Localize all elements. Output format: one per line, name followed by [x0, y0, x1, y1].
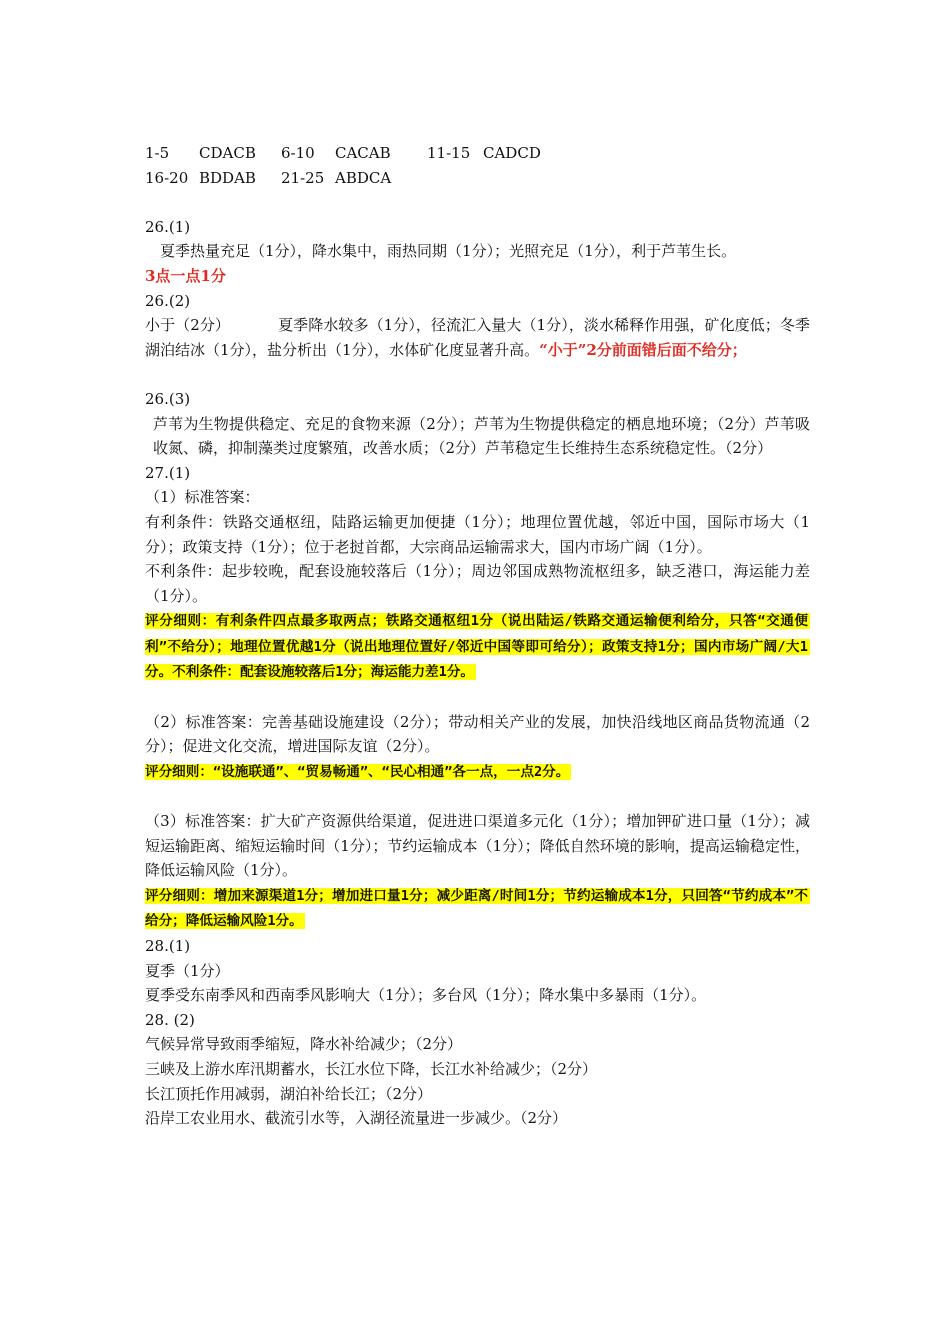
q26-2-body: 夏季降水较多（1分），径流汇入量大（1分），淡水稀释作用强，矿化度低；冬季湖泊结冰（1分），盐分析出（1分），水体矿化度显著升高。 [145, 316, 810, 359]
q27-1-unfavorable: 不利条件：起步较晚，配套设施较落后（1分）；周边邻国成熟物流枢纽多，缺乏港口，海运能力差（1分）。 [145, 562, 810, 605]
range-label: 21-25 [281, 168, 325, 187]
rubric-highlight: 评分细则：“设施联通”、“贸易畅通”、“民心相通”各一点，一点2分。 [145, 763, 570, 780]
q26-2-heading: 26.(2) [145, 291, 191, 310]
q26-2-lead: 小于（2分） [145, 316, 231, 335]
q27-1-title: （1）标准答案： [145, 488, 260, 507]
range-label: 1-5 [145, 144, 170, 162]
q26-1-scoring-note: 3点一点1分 [145, 266, 226, 285]
q26-3-answer: 芦苇为生物提供稳定、充足的食物来源（2分）；芦苇为生物提供稳定的栖息地环境；（2分）芦苇吸收氮、磷，抑制藻类过度繁殖，改善水质；（2分）芦苇稳定生长维持生态系统稳定性。（2分） [153, 414, 810, 458]
q27-3-rubric [145, 883, 810, 934]
q28-2-point-2: 三峡及上游水库汛期蓄水，长江水位下降，长江水补给减少；（2分） [145, 1059, 598, 1078]
q27-3-answer: （3）标准答案：扩大矿产资源供给渠道，促进进口渠道多元化（1分）；增加钾矿进口量（1分）；减短运输距离、缩短运输时间（1分）；节约运输成本（1分）；降低自然环境的影响，提高运输稳定性，降低运输风险（1分）。 [145, 812, 810, 880]
q27-2-rubric [145, 759, 810, 785]
q27-2-answer: （2）标准答案：完善基础设施建设（2分）；带动相关产业的发展，加快沿线地区商品货物流通（2分）；促进文化交流，增进国际友谊（2分）。 [145, 712, 810, 756]
q28-2-point-1: 气候异常导致雨季缩短，降水补给减少；（2分） [145, 1035, 463, 1054]
range-label: 11-15 [427, 144, 471, 162]
rubric-highlight: 评分细则：增加来源渠道1分；增加进口量1分；减少距离/时间1分；节约运输成本1分，只回答“节约成本”不给分；降低运输风险1分。 [145, 887, 808, 930]
q26-3-heading: 26.(3) [145, 389, 191, 408]
range-label: 16-20 [145, 168, 189, 187]
q27-1-rubric [145, 608, 810, 685]
q28-2-heading: 28. (2) [145, 1010, 195, 1029]
q28-2-point-4: 沿岸工农业用水、截流引水等，入湖径流量进一步减少。（2分） [145, 1109, 568, 1128]
q27-1-heading: 27.(1) [145, 463, 191, 482]
q26-2-scoring-note: “小于”2分前面错后面不给分； [539, 340, 747, 359]
q26-1-heading: 26.(1) [145, 217, 191, 236]
answer-letters: CADCD [483, 144, 541, 162]
q26-2-answer [145, 313, 810, 362]
q26-1-answer: 夏季热量充足（1分），降水集中，雨热同期（1分）；光照充足（1分），利于芦苇生长。 [160, 242, 737, 261]
q27-1-favorable: 有利条件：铁路交通枢纽，陆路运输更加便捷（1分）；地理位置优越，邻近中国，国际市场大（1分）；政策支持（1分）；位于老挝首都，大宗商品运输需求大，国内市场广阔（1分）。 [145, 512, 810, 556]
q28-1-answer: 夏季（1分） [145, 961, 230, 980]
answer-letters: CDACB [199, 144, 256, 162]
q28-1-heading: 28.(1) [145, 937, 191, 955]
rubric-highlight: 评分细则：有利条件四点最多取两点；铁路交通枢纽1分（说出陆运/铁路交通运输便利给分，只答“交通便利”不给分）；地理位置优越1分（说出地理位置好/邻近中国等即可给分）；政策支持1分；国内市场广阔/大1分。不利条件：配套设施较落后1分；海运能力差1分。 [145, 613, 808, 681]
answer-letters: ABDCA [335, 168, 392, 187]
answer-letters: CACAB [335, 144, 391, 162]
q28-1-explanation: 夏季受东南季风和西南季风影响大（1分）；多台风（1分）；降水集中多暴雨（1分）。 [145, 986, 707, 1005]
q28-2-point-3: 长江顶托作用减弱，湖泊补给长江；（2分） [145, 1084, 433, 1103]
answer-document [145, 141, 810, 1131]
answer-letters: BDDAB [199, 168, 256, 187]
answer-key-row-2 [145, 166, 810, 191]
range-label: 6-10 [281, 144, 315, 162]
answer-key-row-1 [145, 141, 810, 166]
